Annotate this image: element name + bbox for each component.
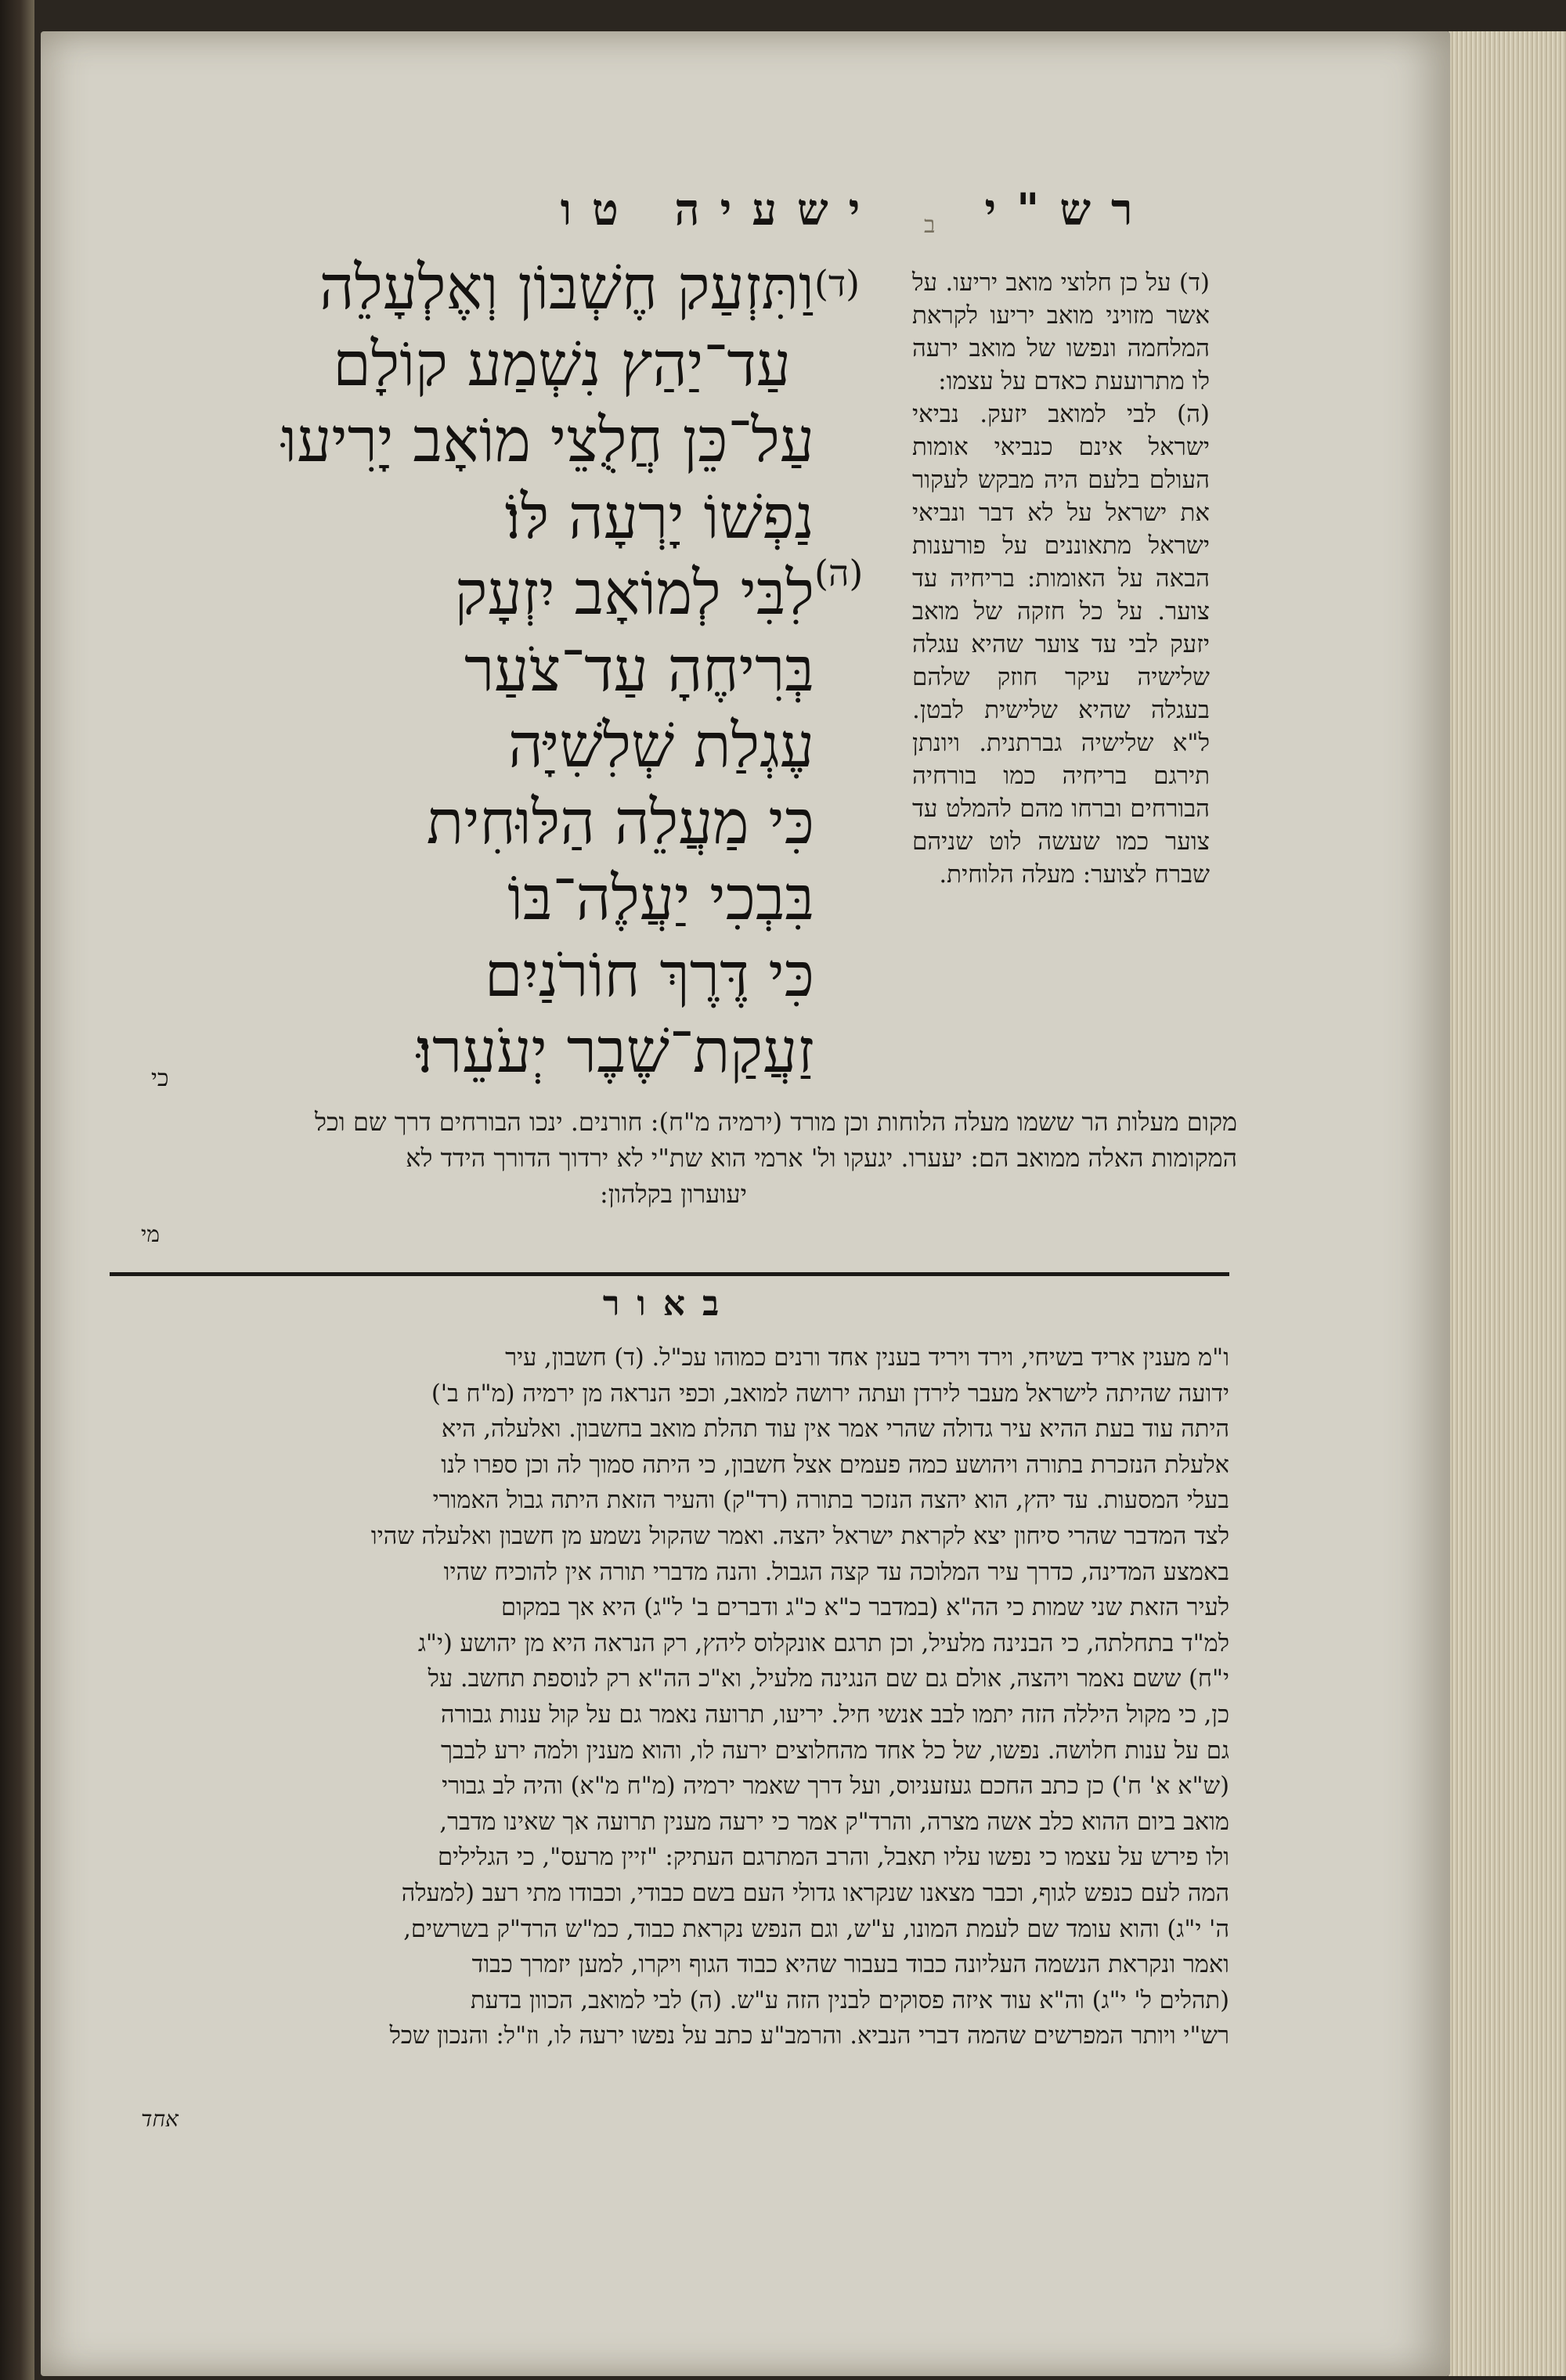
verse-line: עַד־יַהַץ נִשְׁמַע קוֹלָם [333,329,791,400]
biur-line: ואמר ונקראת הנשמה העליונה כבוד בעבור שהיא כבוד הגוף ויקרו, למען יזמרך כבוד [471,1951,1229,1979]
biur-line: ה' י"ג) והוא עומד שם לעמת המונו, ע"ש, וגם הנפש נקראת כבוד, כמ"ש הרד"ק בשרשים, [403,1915,1229,1943]
verse-line: בְּרִיחֶהָ עַד־צֹעַר [464,634,814,705]
biur-line: בעלי המסעות. עד יהץ, הוא יהצה הנזכר בתורה (רד"ק) והעיר הזאת היתה גבול האמורי [432,1487,1229,1515]
verse-line: זַעֲקַת־שֶׁבֶר יְעֹעֵרוּ׃ [417,1016,814,1087]
main-text-block [258,251,814,1091]
book-page-edges [1449,31,1566,2376]
section-divider [110,1272,1229,1276]
biur-line: י"ח) ששם נאמר ויהצה, אולם גם שם הנגינה מלעיל, וא"כ הה"א רק לנוספת תחשב. על [428,1665,1229,1693]
biur-line: ו"מ מענין אריד בשיחי, וירד ויריד בענין אחד ורנים כמוהו עכ"ל. (ד) חשבון, עיר [505,1344,1229,1372]
verse-line: לִבִּי לְמוֹאָב יִזְעָק [454,558,814,629]
biur-line: באמצע המדינה, כדרך עיר המלוכה עד קצה הגבול. והנה מדברי תורה אין להוכיח שהיו [443,1558,1229,1586]
continuation-line: המקומות האלה ממואב הם: יעערו. יגעקו ול' ארמי הוא שת"י לא ירדוך הדורך הידד לא [406,1143,1237,1173]
previous-page-edge [0,0,34,2380]
page-mark: ב [924,211,936,239]
biur-line: אלעלת הנזכרת בתורה ויהושע כמה פעמים אצל חשבון, כי היתה סמוך לה וכן ספרו לנו [441,1451,1229,1479]
continuation-catchword: מי [141,1221,160,1247]
verse-line: בִּבְכִי יַעֲלֶה־בּוֹ [507,864,814,934]
verse-line: עַל־כֵּן חֲלֻצֵי מוֹאָב יָרִיעוּ [281,406,814,476]
biur-commentary [110,1340,1229,2054]
rashi-continuation [110,1104,1237,1212]
biur-line: היתה עוד בעת ההיא עיר גדולה שהרי אמר אין עוד תהלת מואב בחשבון. ואלעלה, היא [441,1415,1229,1444]
rashi-running-header: רש"י [984,184,1153,236]
verse-line: עֶגְלַת שְׁלִשִׁיָּה [508,711,814,781]
biur-line: (תהלים ל' י"ג) וה"א עוד איזה פסוקים לבנין הזה ע"ש. (ה) לבי למואב, הכוון בדעת [470,1986,1229,2014]
biur-line: לצד המדבר שהרי סיחון יצא לקראת ישראל יהצה. ואמר שהקול נשמע מן חשבון ואלעלה שהיו [370,1522,1229,1550]
biur-line: כן, כי מקול היללה הזה יתמו לבב אנשי חיל. יריעו, תרועה נאמר גם על קול ענות גבורה [441,1700,1229,1729]
verse-line: כִּי דֶּרֶךְ חוֹרֹנַיִם [484,939,814,1011]
biur-line: המה לעם כנפש לגוף, וכבר מצאנו שנקראו גדולי העם בשם כבודי, וכבודו מתי רעב (למעלה [401,1879,1229,1907]
rashi-commentary [912,266,1210,891]
biur-line: מואב ביום ההוא כלב אשה מצרה, והרד"ק אמר כי ירעה מענין תרועה אך שאינו מדבר, [439,1808,1229,1836]
rashi-paragraph: (ד) על כן חלוצי מואב יריעו. על אשר מזויני מואב יריעו לקראת המלחמה ונפשו של מואב ירעה לו מתרועעת כאדם על עצמו: [912,269,1210,395]
biur-line: לעיר הזאת שני שמות כי הה"א (במדבר כ"א כ"ג ודברים ב' ל"ג) היא אך במקום [501,1594,1229,1622]
verse-line: וַתִּזְעַק חֶשְׁבּוֹן וְאֶלְעָלֵה [319,253,814,323]
biur-line: רש"י ויותר המפרשים שהמה דברי הנביא. והרמב"ע כתב על נפשו ירעה לו, וז"ל: והנכון שכל [389,2022,1229,2050]
biur-line: גם על ענות חלושה. נפשו, של כל אחד מהחלוצים ירעה לו, והוא מענין ולמה ירע לבבך [440,1736,1229,1765]
biur-line: למ"ד בתחלתה, כי הבנינה מלעיל, וכן תרגם אונקלוס ליהץ, רק הנראה היא מן יהושע (י"ג [417,1629,1229,1657]
biur-catchword: אחד [141,2106,179,2132]
verse-5-marker: (ה) [814,552,864,594]
continuation-line: יעוערון בקלהון: [599,1179,748,1209]
verse-line: נַפְשׁוֹ יָרְעָה לּוֹ׃ [504,481,814,553]
biur-title: באור [602,1284,737,1324]
text-running-header: ישעיה טו [560,184,881,236]
continuation-line: מקום מעלות הר ששמו מעלה הלוחות וכן מורד (ירמיה מ"ח): חורנים. ינכו הבורחים דרך שם וכל [314,1107,1237,1137]
verse-4-marker: (ד) [814,262,861,305]
verse-line: כִּי מַעֲלֵה הַלּוּחִית [426,787,814,858]
rashi-paragraph: (ה) לבי למואב יזעק. נביאי ישראל אינם כנביאי אומות העולם בלעם היה מבקש לעקור את ישראל על לא דבר ונביאי ישראל מתאוננים על פורענות הבאה על האומות: בריחיה עד צוער. על כל חזקה של מואב יזעק לבי עד צוער שהיא עגלה שלישיה עיקר חוזק שלהם בעגלה שהיא שלישית לבטן. ל"א שלישיה גברתנית. ויונתן תירגם בריחיה כמו בורחיה הבורחים וברחו מהם להמלט עד צוער כמו שעשה לוט שניהם שברח לצוער: מעלה הלוחית. [912,400,1210,889]
biur-line: (ש"א א' ח') כן כתב החכם געזעניוס, ועל דרך שאמר ירמיה (מ"ח מ"א) והיה לב גבורי [442,1772,1229,1801]
biur-line: ולו פירש על עצמו כי נפשו עליו תאבל, והרב המתרגם העתיק: "זיין מרעס", כי הגלילים [437,1844,1229,1872]
biur-line: ידועה שהיתה לישראל מעבר לירדן ועתה ירושה למואב, וכפי הנראה מן ירמיה (מ"ח ב') [431,1379,1229,1408]
main-catchword: כי [151,1065,169,1092]
